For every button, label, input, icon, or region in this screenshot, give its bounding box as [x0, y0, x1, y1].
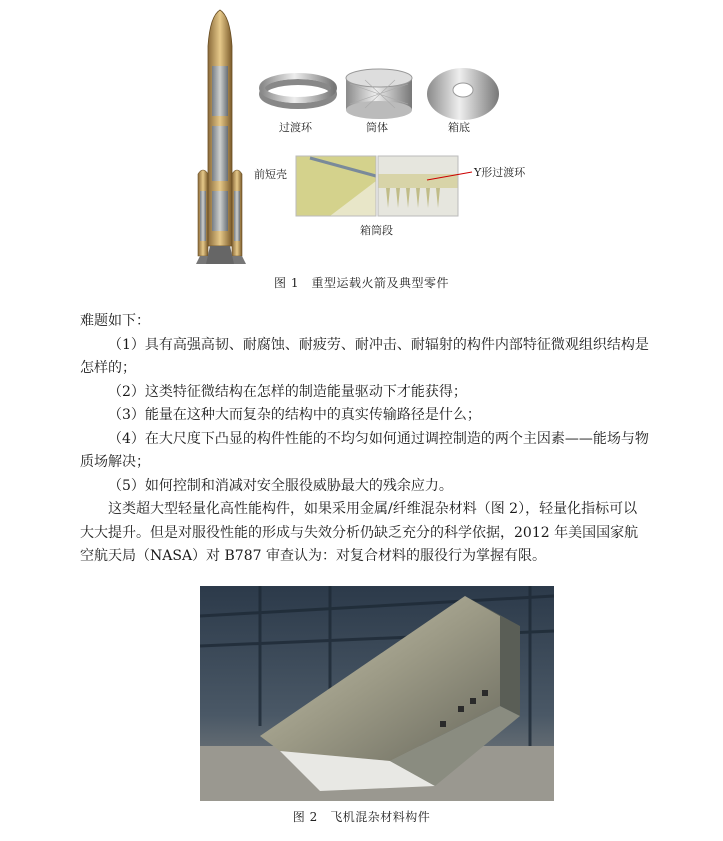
ring-part	[262, 76, 334, 106]
front-shell-image	[296, 156, 376, 216]
aircraft-wing-photo	[200, 586, 554, 801]
label-cylinder: 筒体	[366, 121, 388, 134]
intro-line: 难题如下：	[80, 313, 150, 329]
label-front-shell: 前短壳	[254, 168, 287, 181]
list-item: （3）能量在这种大而复杂的结构中的真实传输路径是什么；	[108, 407, 481, 423]
rocket-core	[208, 10, 232, 246]
label-tank-section: 箱筒段	[360, 224, 393, 237]
list-item: （2）这类特征微结构在怎样的制造能量驱动下才能获得；	[108, 383, 467, 400]
list-item: （4）在大尺度下凸显的构件性能的不均匀如何通过调控制造的两个主因素——能场与物质场解决；	[80, 430, 649, 470]
paragraph: 这类超大型轻量化高性能构件，如果采用金属/纤维混杂材料（图 2），轻量化指标可以大大提升。但是对服役性能的形成与失效分析仍缺乏充分的科学依据，2012 年美国国家航空航天局（NASA）对 B787 审查认为：对复合材料的服役行为掌握有限。	[80, 501, 639, 564]
list-item: （5）如何控制和消减对安全服役威胁最大的残余应力。	[108, 477, 453, 494]
body-text	[80, 310, 650, 569]
list-item: （1）具有高强高韧、耐腐蚀、耐疲劳、耐冲击、耐辐射的构件内部特征微观组织结构是怎样的；	[80, 336, 649, 376]
dome-part	[427, 68, 499, 120]
label-ring: 过渡环	[279, 121, 312, 134]
figure-1	[190, 6, 535, 270]
figure-2	[200, 586, 554, 801]
figure-2-caption: 图 2 飞机混杂材料构件	[292, 810, 431, 824]
label-dome: 箱底	[448, 121, 470, 134]
cylinder-part	[346, 69, 412, 119]
label-y-ring: Y形过渡环	[474, 166, 526, 179]
y-ring-image	[378, 156, 472, 216]
figure-1-caption: 图 1 重型运载火箭及典型零件	[274, 276, 449, 290]
